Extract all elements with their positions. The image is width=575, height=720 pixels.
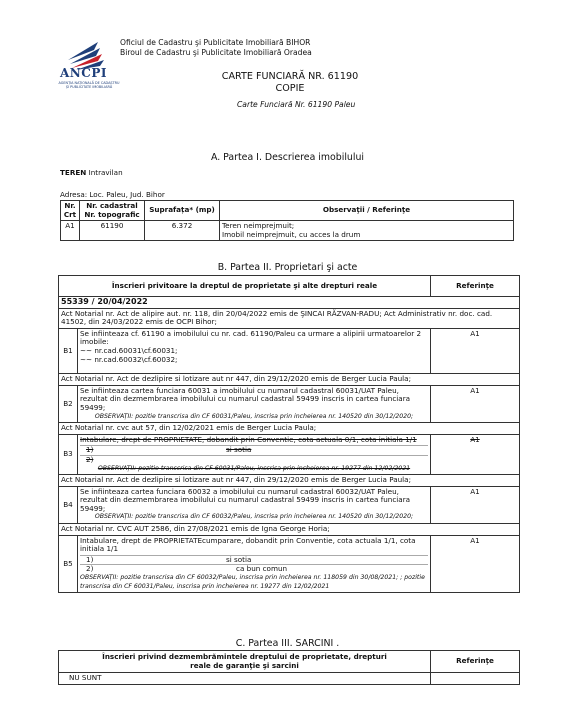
b3-sotia: si sotia [226,445,252,455]
teren-line [60,168,123,177]
entry-b2-ref: A1 [431,385,520,422]
b3-item-2: 2) [80,455,428,465]
act-row-5 [59,524,520,536]
part-c-table [58,650,520,685]
b3-item-1: 1) [86,445,94,455]
b2-text: Se infiinteaza cartea funciara 60031 a imobilului cu numarul cadastral 60031/UAT Paleu, rezultat din dezmembrarea imobilului cu numarul cadastral 59499 inscris in cartea funciara 59499; [80,385,411,412]
logo-subtitle: AGENȚIA NAȚIONALĂ DE CADASTRU ȘI PUBLICITATE IMOBILIARĂ [58,81,120,89]
table-row [61,221,514,241]
col-inscrieri: Înscrieri privitoare la dreptul de proprietate şi alte drepturi reale [59,276,431,297]
row-suprafata: 6.372 [145,221,220,241]
act-row-3 [59,423,520,435]
row-nr: A1 [61,221,80,241]
act-4: Act Notarial nr. Act de dezlipire si lotizare aut nr 447, din 29/12/2020 emis de Berger Lucia Paula; [59,475,520,487]
b1-line-2: ~~ nr.cad.60031\cf.60031; [80,345,178,355]
col-suprafata: Suprafața* (mp) [145,201,220,221]
entry-b3-label: B3 [59,434,78,474]
b1-line-3: ~~ nr.cad.60032\cf.60032; [80,354,178,364]
b5-observatii: OBSERVAȚII: pozitie transcrisa din CF 60032/Paleu, inscrisa prin incheierea nr. 118059 din 30/08/2021; ; pozitie transcrisa din CF 60031/Paleu, inscrisa prin incheierea nr. 19277 din 12/02/2021 [80,574,425,590]
entry-b2-text [78,385,431,422]
b2-observatii: OBSERVAȚII: pozitie transcrisa din CF 60031/Paleu, inscrisa prin incheierea nr. 140520 din 30/12/2020; [94,412,414,420]
table-row [59,673,520,685]
obs-line-2: Imobil neimprejmuit, cu acces la drum [222,229,361,239]
entry-b5 [59,535,520,593]
entry-b5-text [78,535,431,593]
col-referinte: Referinţe [431,276,520,297]
entry-b4-ref: A1 [431,486,520,523]
b5-text: Intabulare, drept de PROPRIETATEcumparare, dobandit prin Conventie, cota actuala 1/1, cota initiala 1/1 [80,535,416,554]
col-cadastral: Nr. cadastral Nr. topografic [80,201,145,221]
col-referinte-c: Referinţe [431,651,520,673]
office-line-2: Biroul de Cadastru şi Publicitate Imobiliară Oradea [120,48,312,57]
entry-b4-text [78,486,431,523]
act-1: Act Notarial nr. Act de alipire aut. nr. 118, din 20/04/2022 emis de ŞINCAI RĂZVAN-RADU; Act Administrativ nr. doc. cad. 41502, din 24/03/2022 emis de OCPI Bihor; [59,308,520,328]
col-sarcini: Înscrieri privind dezmembrămintele dreptului de proprietate, drepturi reale de garanţie şi sarcini [59,651,431,673]
entry-b4-label: B4 [59,486,78,523]
entry-b4 [59,486,520,523]
entry-b1 [59,328,520,373]
entry-b3 [59,434,520,474]
document-title: CARTE FUNCIARĂ NR. 61190 [221,71,359,82]
part-c-heading: C. Partea III. SARCINI . [235,638,340,649]
entry-b1-text [78,328,431,373]
entry-b3-text [78,434,431,474]
row-cadastral: 61190 [80,221,145,241]
entry-b2-label: B2 [59,385,78,422]
obs-line-1: Teren neimprejmuit; [222,221,295,231]
entry-b2 [59,385,520,422]
copy-label: COPIE [275,83,305,94]
office-line-1: Oficiul de Cadastru şi Publicitate Imobiliară BIHOR [120,38,311,47]
part-b-table [58,275,520,593]
b4-text: Se infiinteaza cartea funciara 60032 a imobilului cu numarul cadastral 60032/UAT Paleu, rezultat din dezmembrarea imobilului cu numarul cadastral 59499 inscris in cartea funciara 59499; [80,486,411,513]
entry-b3-ref: A1 [431,434,520,474]
entry-b5-label: B5 [59,535,78,593]
entry-b1-label: B1 [59,328,78,373]
part-b-header-row [59,276,520,297]
act-row-1 [59,308,520,328]
b5-comun: ca bun comun [236,564,288,574]
teren-label: TEREN [60,168,87,177]
part-a-heading: A. Partea I. Descrierea imobilului [210,152,365,163]
part-c-header-row [59,651,520,673]
sarcini-ref [431,673,520,685]
b5-sotia: si sotia [226,554,252,564]
b4-observatii: OBSERVAȚII: pozitie transcrisa din CF 60032/Paleu, inscrisa prin incheierea nr. 140520 din 30/12/2020; [94,513,414,521]
act-2: Act Notarial nr. Act de dezlipire si lotizare aut nr 447, din 29/12/2020 emis de Berger Lucia Paula; [59,374,520,386]
sarcini-value: NU SUNT [59,673,431,685]
registration-row [59,297,520,309]
b3-text: Intabulare, drept de PROPRIETATE, dobandit prin Conventie, cota actuala 0/1, cota initiala 1/1 [80,434,417,444]
entry-b5-ref: A1 [431,535,520,593]
document-subtitle: Carte Funciară Nr. 61190 Paleu [237,100,356,109]
part-b-heading: B. Partea II. Proprietari şi acte [217,262,358,273]
act-3: Act Notarial nr. cvc aut 57, din 12/02/2021 emis de Berger Lucia Paula; [59,423,520,435]
part-a-header-row [61,201,514,221]
act-row-4 [59,475,520,487]
col-observatii: Observaţii / Referinţe [220,201,514,221]
registration-number: 55339 / 20/04/2022 [59,297,520,309]
entry-b1-ref: A1 [431,328,520,373]
act-row-2 [59,374,520,386]
b5-item-2: 2) [86,564,94,574]
teren-value: Intravilan [88,168,123,177]
logo-name: ANCPI [60,66,107,80]
b5-item-1: 1) [86,554,94,564]
row-observatii [220,221,514,241]
address: Adresa: Loc. Paleu, Jud. Bihor [60,190,165,199]
col-nr-crt: Nr. Crt [61,201,80,221]
act-5: Act Notarial nr. CVC AUT 2586, din 27/08/2021 emis de Igna George Horia; [59,524,520,536]
b1-line-1: Se infiinteaza cf. 61190 a imobilului cu nr. cad. 61190/Paleu ca urmare a alipirii urmatoarelor 2 imobile: [80,328,422,347]
part-a-table [60,200,514,241]
b3-observatii: OBSERVAȚII: pozitie transcrisa din CF 60031/Paleu, inscrisa prin incheierea nr. 19277 din 12/02/2021 [97,464,411,472]
